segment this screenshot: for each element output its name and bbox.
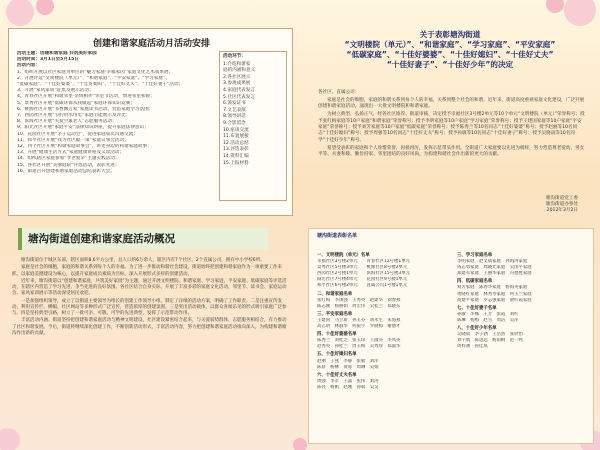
activity-plan-line: 6、桃源社区开展“书香飘万家”家庭读书活动，营造家庭学习氛围； <box>17 106 154 112</box>
activity-plan-line: 16、街道召开创建和谐家庭活动总结表彰大会。 <box>17 168 115 174</box>
decision-title-line-4: “十佳好妻子”、“十佳好少年”的决定 <box>386 60 514 69</box>
activity-plan-line: 5、景秀社区开展“低碳环保从我做起”家庭环保知识竞赛； <box>17 100 135 106</box>
activity-step-item: 8.领导讲话 <box>223 114 246 120</box>
award-category-title: 三、学习家庭名单 <box>457 253 493 258</box>
activity-plan-line: 3、开展“家风家训”征集及展示活动； <box>17 88 94 94</box>
award-name-row: 张红梅 李国强 王秀英 赵建华 刘春燕 <box>317 297 401 303</box>
decision-title <box>308 30 592 70</box>
activity-plan-line: 活动主题：创建和谐家庭 共筑美好家园 <box>17 51 97 56</box>
activity-plan-line: 8、滨海社区开展“关爱空巢老人”志愿服务活动； <box>17 119 117 125</box>
award-lists-heading: 塘沟街道表彰名单 <box>317 233 358 239</box>
decision-title-line-1: 关于表彰塘沟街道 <box>419 30 481 39</box>
award-name-row: 陈琳 杨梅 赵雪 周洁 吴萍 <box>457 317 519 323</box>
award-name-row: 幸福社区3号楼2单元 青春社区12号楼1单元 <box>317 259 411 265</box>
award-name-row: 王建国 马立新 孙玉芬 胡永生 朱海燕 <box>317 317 401 323</box>
award-name-row: 高建平家庭 罗志强家庭 梁红霞家庭 <box>457 297 532 303</box>
activity-step-item: 7.文艺表演 <box>223 107 246 113</box>
award-category-title: 一、文明楼院（单元）名单 <box>317 253 370 258</box>
activity-step-item: 14.资料汇编 <box>223 153 249 159</box>
activity-overview-panel <box>8 228 293 444</box>
award-name-row: 郑建军家庭 王丽华家庭 冯德胜家庭 <box>457 271 532 277</box>
activity-steps-title: 活动环节： <box>223 54 246 59</box>
award-lists-panel <box>308 228 594 444</box>
activity-plan-line: 13、开展“健康生活方式”家庭健康讲座及义诊活动； <box>17 150 125 156</box>
overview-title: 塘沟街道创建和谐家庭活动概况 <box>18 228 268 250</box>
award-lists-left-column <box>317 251 452 391</box>
activity-plan-line: “低碳家庭”、“十佳好婆婆”、“十佳好媳妇”、“十佳好丈夫”、“十佳好妻子”活动； <box>17 82 184 88</box>
award-name-row: 陈志刚 杨丽娟 周宏伟 吴桂兰 郑晓东 <box>317 303 401 309</box>
overview-paragraph: 家庭是社会的细胞，家庭的和谐关系到每个人的幸福。为了进一步推动和谐社会建设，街道始终把创建和谐家庭作为一项重要工作来抓，以家庭美德建设为核心，以提升家庭成员素质为目标，深入开展形式多样的创建活动。 <box>12 265 282 277</box>
award-category-title: 五、十佳好媳妇名单 <box>317 352 357 358</box>
decision-paragraph: 家庭是社会的细胞，家庭的和谐关系到每个人的幸福，关系到整个社会的和谐。近年来，街道高度重视家庭文化建设，广泛开展创建和谐家庭活动，涌现出一大批文明楼院和和谐家庭。 <box>318 97 585 110</box>
award-category-title: 四、低碳家庭名单 <box>457 279 493 285</box>
activity-plan-line: 9、阳光社区开展“家庭平安”法律知识讲座，提升家庭法律意识； <box>17 125 149 131</box>
decision-title-line-2: “文明楼院（单元）”、“和谐家庭”、“学习家庭”、“平安家庭” <box>344 40 556 49</box>
commendation-decision-panel <box>308 24 592 220</box>
award-name-row: 孙敏 李娜 王芳 张霞 刘红 <box>457 311 519 317</box>
award-name-row: 高志明 林淑华 何振宇 罗晓梅 谢德才 <box>317 324 401 330</box>
activity-step-item: 4.家庭代表发言 <box>223 87 255 93</box>
activity-step-item: 庭的内涵和意义 <box>223 68 256 74</box>
decision-title-line-3: “低碳家庭”、“十佳好婆婆”、“十佳好媳妇”、“十佳好丈夫” <box>346 50 554 59</box>
decision-body <box>318 90 586 160</box>
award-name-row: 阳光社区7号楼4单元 花园社区9号楼1单元 <box>317 277 408 283</box>
overview-body <box>12 258 290 338</box>
activity-plan-line: 14、组织辖区家庭参加“孝老爱亲”主题实践活动； <box>17 156 120 162</box>
activity-plan-title: 创建和谐家庭活动月活动安排 <box>92 39 210 49</box>
activity-plan-line: 10、花园社区开展“亲子运动会”，促进家庭成员沟通交流； <box>17 131 138 137</box>
award-name-row: 周梓涵 孙佳琪 <box>457 344 488 350</box>
activity-step-item: 13.评选表彰 <box>223 147 249 153</box>
activity-plan-line: 11、和平社区开展“我为社区献一策”家庭议事会活动； <box>17 137 129 143</box>
activity-step-item: 15.上报材料 <box>223 160 249 166</box>
overview-paragraph: 近年来，塘沟街道以“创建和谐家庭，共筑美好家园”为主题，通过开展文明楼院、和谐家庭、学习家庭、平安家庭、低碳家庭等评选活动，在辖区内营造了学习先进、争当先进的良好氛围。各社区结合自身实际，开展了丰富多彩的家庭文化活动，邻里节、读书会、家庭运动会、家风家训展示等活动深受居民欢迎。 <box>12 278 287 297</box>
activity-steps-box <box>219 51 287 201</box>
activity-step-item: 2.各社区展示 <box>223 74 251 80</box>
activity-plan-line: 2、开展评选“文明楼院（单元）”、“和谐家庭”、“平安家庭”、“学习家庭”、 <box>17 75 170 81</box>
award-category-title: 八、十佳好少年名单 <box>457 326 497 332</box>
activity-plan-line: 活动内容： <box>17 63 40 69</box>
activity-step-item: 12.活动总结 <box>223 140 249 146</box>
activity-step-item: 9.合影留念 <box>223 120 246 126</box>
overview-paragraph: 塘沟街道位于城区东部，辖区面积8.6平方公里，总人口约6万余人，辖区内有7个社区、2个直属公司，拥有中小学校6所。 <box>21 258 265 263</box>
decision-paragraph: 为树立典型、弘扬正气，经各社区推荐、街道审核，决定授予幸福社区3号楼2单元等10个单元“文明楼院（单元）”荣誉称号；授予张红梅家庭等10户家庭“和谐家庭”荣誉称号；授予李明家庭等10户家庭“学习家庭”荣誉称号；授予王建国家庭等10户家庭“平安家庭”荣誉称号；授予刘芳家庭等10户家庭“低碳家庭”荣誉称号；授予陈秀兰等10名同志“十佳好婆婆”称号；授予赵丽等10名同志“十佳好媳妇”称号；授予周强等10名同志“十佳好丈夫”称号；授予孙敏等10名同志“十佳好妻子”称号；授予吴晓雨等10名同学“十佳好少年”称号。 <box>318 112 585 143</box>
decision-paragraph: 希望受表彰的家庭和个人珍惜荣誉，再接再厉，发挥示范带头作用。全街道广大家庭要以先进为榜样，努力营造尊老爱幼、男女平等、夫妻和睦、勤俭持家、邻里团结的良好风尚，为构建和谐社会作出新的更大的贡献。 <box>318 145 585 158</box>
signature-office: 塘沟街道办事处 <box>545 202 578 208</box>
award-name-row: 刘芳家庭 陈春华家庭 杨海英家庭 <box>457 285 528 291</box>
award-category-title: 六、十佳好丈夫名单 <box>317 372 357 378</box>
award-lists-right-column <box>457 251 592 350</box>
award-category-title: 四、十佳好婆婆名单 <box>317 332 357 338</box>
award-name-row: 李明家庭 赵文斌家庭 孙海涛家庭 <box>457 259 528 265</box>
award-name-row: 周强 李军 王磊 张伟 刘涛 <box>317 378 379 384</box>
activity-step-item: 11.布置展板 <box>223 134 249 140</box>
award-name-row: 和平社区6号楼2单元 直属公司1号楼1单元 <box>317 283 408 289</box>
award-name-row: 西园社区2号楼1单元 滨海社区15号楼3单元 <box>317 271 411 277</box>
overview-paragraph: 丰富活动内涵。街道坚持把创建和谐家庭活动与精神文明建设、社区建设紧密结合起来，与关爱弱势群体、志愿服务相结合，有力推动了社区和谐发展。今后，街道将继续深化创建工作，不断创新活动形式，丰富活动内容，努力把创建和谐家庭活动推向深入，为构建和谐塘沟作出新的贡献。 <box>12 318 287 336</box>
activity-plan-text <box>17 51 213 175</box>
award-name-row: 钱志勇家庭 周晓光家庭 吴国平家庭 <box>457 265 532 271</box>
activity-step-item: 10.座谈交流 <box>223 127 249 133</box>
award-name-row: 赵秀英 孙桂兰 周玉梅 吴秀珍 郑淑华 <box>317 344 401 350</box>
activity-step-item: 5.社区代表发言 <box>223 94 255 100</box>
activity-step-item: 3.参观成果展 <box>223 81 251 87</box>
activity-plan-panel <box>8 28 293 216</box>
award-name-row: 陈秀兰 刘桂芝 张玉珍 王淑芬 李凤英 <box>317 338 401 344</box>
award-category-title: 二、和谐家庭名单 <box>317 291 353 297</box>
activity-plan-line: 15、各社区开展“美丽庭院”评选活动，表彰先进； <box>17 162 120 168</box>
award-name-row: 刘宇航 陈思远 杨雨桐 赵一鸣 <box>457 338 523 344</box>
award-name-row: 吴晓雨 李子涵 王浩然 张欣怡 <box>457 332 523 338</box>
decision-greeting: 各社区、直属公司： <box>318 90 360 95</box>
award-name-row: 赵丽 王燕 李静 张敏 刘洋 <box>317 358 379 364</box>
activity-plan-line: 4、青春社区开展“和谐邻里·亲情相伴”邻里节活动，增进邻里和睦； <box>17 94 155 100</box>
award-name-row: 陈晨 杨柳 黄蓉 周琳 吴娟 <box>317 364 379 370</box>
award-name-row: 陈亮 杨帆 赵刚 孙斌 吴昊 <box>317 384 379 390</box>
overview-paragraph: 一是加强组织领导，成立了以街道主要领导为组长的创建工作领导小组，制定了详细的活动方案，明确了工作职责。二是注重宣传发动，利用宣传栏、横幅、社区网站等多种形式广泛宣传，营造浓厚的创建氛围。三是突出活动载体，以群众喜闻乐见的形式吸引家庭广泛参与。四是坚持典型引路，树立了一批可亲、可敬、可学的先进典型，发挥了示范带动作用。 <box>12 298 287 316</box>
award-category-title: 七、十佳好妻子名单 <box>457 305 497 311</box>
activity-plan-line: 12、四个社区开展“和谐家庭故事会”，讲述身边的和谐家庭故事； <box>17 144 152 150</box>
activity-step-item: 6.颁发证书 <box>223 101 246 107</box>
signature-party-committee: 塘沟街道党工委 <box>545 196 578 201</box>
decision-signature <box>546 196 578 215</box>
activity-plan-line: 活动时间：3月1日至5月15日 <box>17 57 79 63</box>
signature-date: 2012年3月2日 <box>546 208 578 214</box>
activity-step-item: 1.介绍和谐家 <box>223 61 251 67</box>
award-name-row: 黄晓红家庭 林秀琴家庭 何玉兰家庭 <box>457 291 532 297</box>
activity-plan-line: 1、组织开展以社区家庭为单位的“魅力家庭·幸福家园”家庭文化艺术成果展； <box>17 69 174 75</box>
award-category-title: 三、平安家庭名单 <box>317 311 353 317</box>
award-name-row: 景秀社区5号楼3单元 桃源社区8号楼2单元 <box>317 265 408 271</box>
activity-plan-line: 7、西园社区开展“节约用水用电”家庭节能展示及评比； <box>17 113 131 119</box>
